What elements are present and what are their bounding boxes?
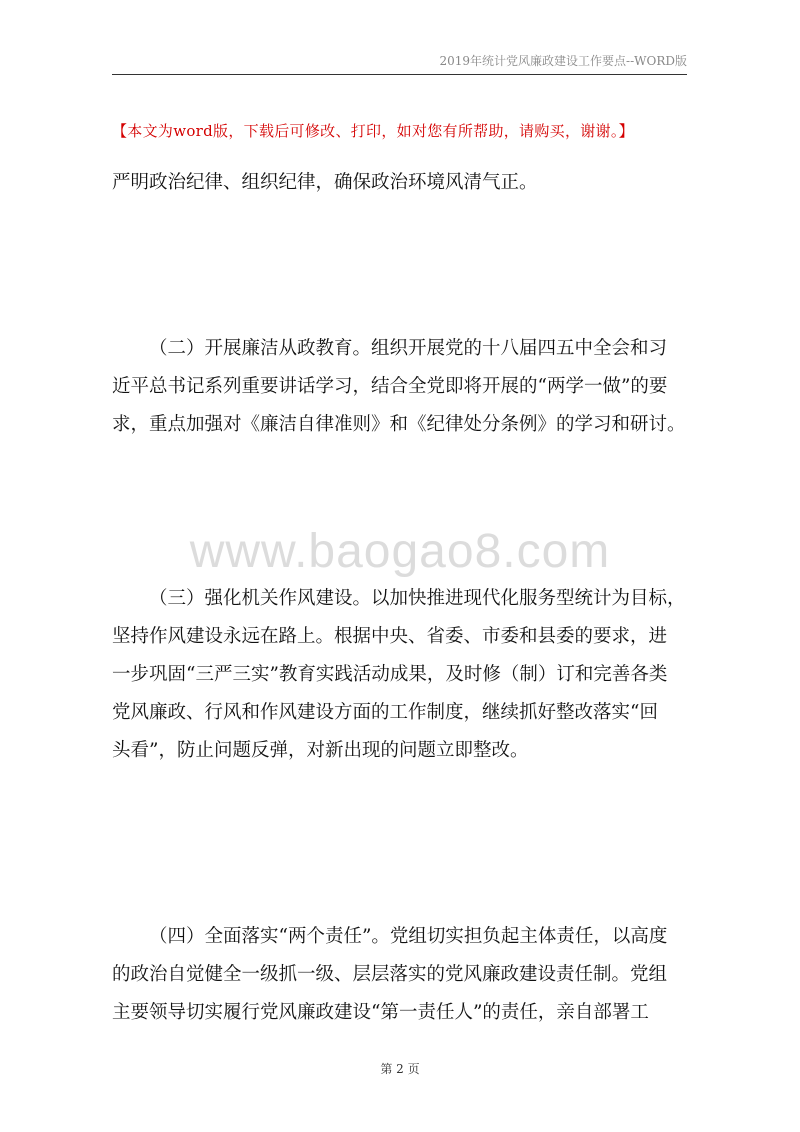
paragraph-line: 近平总书记系列重要讲话学习，结合全党即将开展的“两学一做”的要 [112,376,668,397]
paragraph-line: 坚持作风建设永远在路上。根据中央、省委、市委和县委的要求，进 [112,626,668,647]
paragraph-3 [112,580,687,770]
page-header-title: 2019年统计党风廉政建设工作要点--WORD版 [439,54,687,68]
paragraph-1 [112,164,687,202]
paragraph-line: （四）全面落实“两个责任”。党组切实担负起主体责任，以高度 [149,926,668,947]
paragraph-line: 求，重点加强对《廉洁自律准则》和《纪律处分条例》的学习和研讨。 [112,414,686,435]
page-number: 第 2 页 [380,1062,420,1076]
paragraph-line: 主要领导切实履行党风廉政建设“第一责任人”的责任，亲自部署工 [112,1002,649,1023]
header-divider [112,74,687,75]
paragraph-line: 一步巩固“三严三实”教育实践活动成果，及时修（制）订和完善各类 [112,664,668,685]
paragraph-line: （三）强化机关作风建设。以加快推进现代化服务型统计为目标， [149,588,686,609]
watermark-text: www.baogao8.com [189,525,611,578]
paragraph-2 [112,330,687,444]
paragraph-line: 的政治自觉健全一级抓一级、层层落实的党风廉政建设责任制。党组 [112,964,668,985]
paragraph-line: 党风廉政、行风和作风建设方面的工作制度，继续抓好整改落实“回 [112,702,658,723]
purchase-notice: 【本文为word版，下载后可修改、打印，如对您有所帮助，请购买，谢谢。】 [112,122,634,140]
paragraph-4 [112,918,687,1032]
paragraph-line: 头看”，防止问题反弹，对新出现的问题立即整改。 [112,740,529,761]
paragraph-line: 严明政治纪律、组织纪律，确保政治环境风清气正。 [112,172,538,193]
paragraph-line: （二）开展廉洁从政教育。组织开展党的十八届四五中全会和习 [149,338,668,359]
